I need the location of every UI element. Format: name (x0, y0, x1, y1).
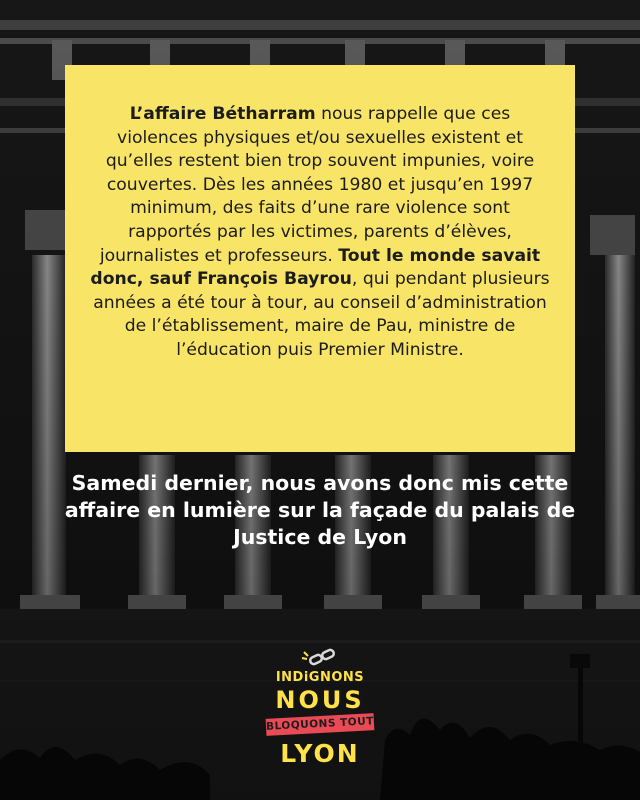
logo-line-lyon: LYON (280, 739, 360, 768)
indignons-nous-logo (254, 648, 386, 778)
broken-chain-icon (300, 648, 340, 672)
info-card (65, 65, 575, 452)
paragraph-3-bold: Tout le monde savait donc, sauf François Bayrou (90, 245, 541, 290)
caption-text: Samedi dernier, nous avons donc mis cette affaire en lumière sur la façade du palais de Justice de Lyon (64, 471, 576, 549)
logo-line-nous: NOUS (275, 686, 365, 714)
affair-name: L’affaire Bétharram (129, 104, 316, 124)
logo-line-bloquons-tout: BLOQUONS TOUT (266, 713, 375, 736)
logo-line-indignons: INDiGNONS (275, 670, 365, 685)
paragraph-2-text: Dès les années 1980 et jusqu’en 1997 minimum, des faits d’une rare violence sont rapportés par les victimes, parents d’élèves, journalistes et professeurs. (99, 174, 534, 266)
paragraph-1-text: nous rappelle que ces violences physiques et/ou sexuelles existent et qu’elles restent bien trop souvent impunies, voire couvertes. (105, 104, 535, 195)
paragraph-3-text: , qui pendant plusieurs années a été tour à tour, au conseil d’administration de l’établissement, maire de Pau, ministre de l’éducation puis Premier Ministre. (93, 269, 550, 360)
